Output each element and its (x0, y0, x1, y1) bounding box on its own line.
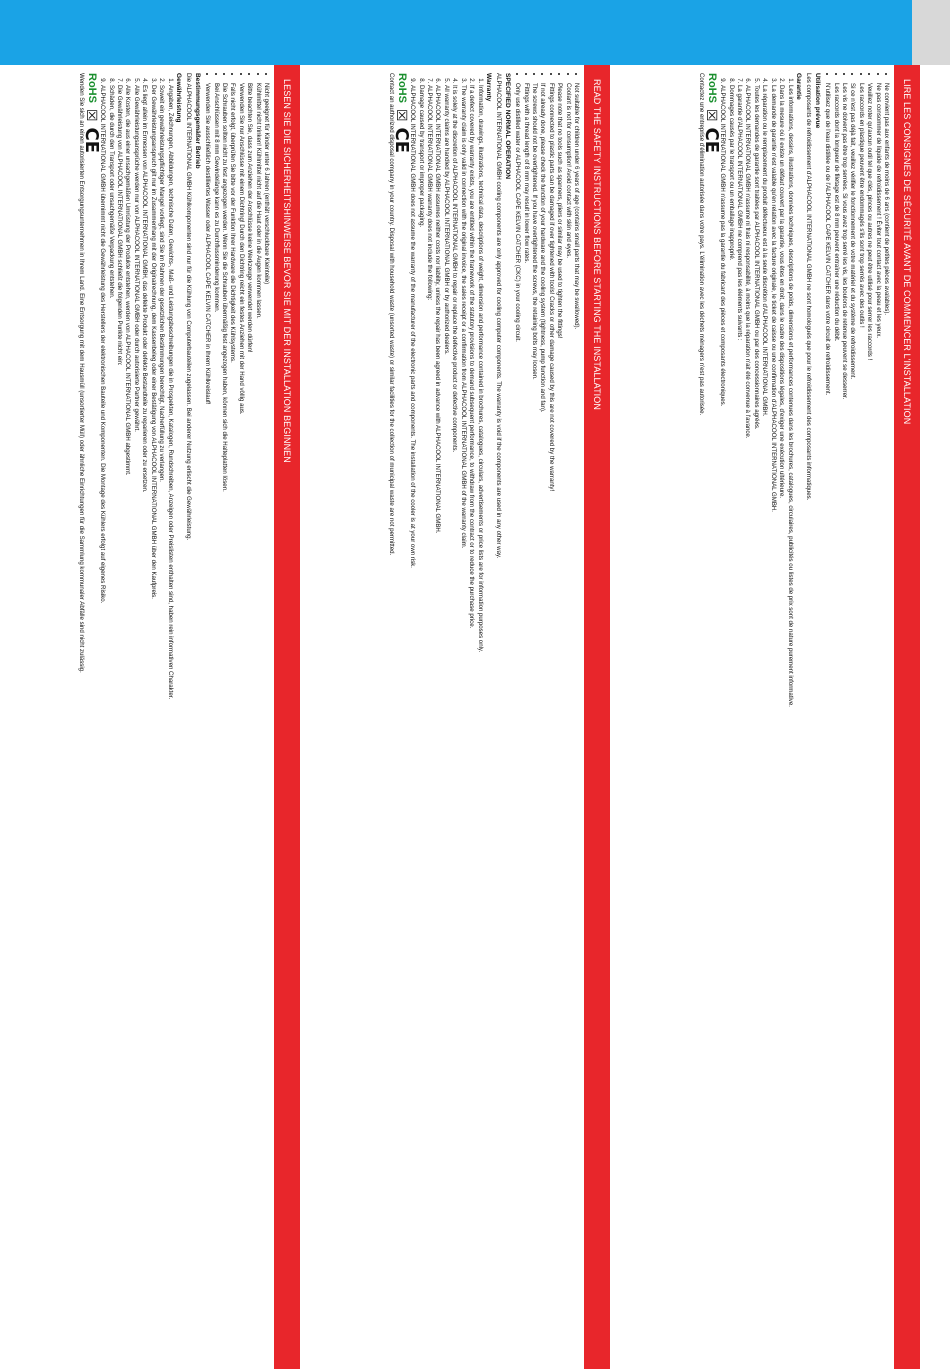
german-warranty-list (99, 73, 174, 1361)
list-item: • Kühlmittel nicht trinken! Kühlmittel nicht auf die Haut oder in die Augen kommen lassen. (254, 83, 261, 1361)
list-item: 6. ALPHACOOL INTERNATIONAL GMBH assumes neither costs nor liability, unless the repair has been agreed in advance with ALPHACOOL INTERNATIONAL GMBH. (434, 85, 441, 1361)
list-item: 6. ALPHACOOL INTERNATIONAL GMBH n'assume ni frais ni responsabilité, à moins que la réparation n'ait été convenue à l'avance. (744, 85, 751, 1361)
list-item: • Si ce n'est pas déjà fait, veuillez vérifier le fonctionnement de votre matériel et du système de refroidissement. (849, 83, 856, 1361)
french-warranty-title: Garantie (794, 73, 802, 100)
french-warranty-list (719, 73, 794, 1361)
english-use-text: ALPHACOOL INTERNATIONAL GMBH cooling components are only approved for cooling computer components. The warranty is void if the components are used in any other way. (495, 73, 503, 559)
list-item: • Veuillez noter qu'aucun outil tel que clés, pinces ou autres ne peut être utilisé pour serrer les raccords ! (866, 83, 873, 1361)
list-item: 9. ALPHACOOL INTERNATIONAL GMBH does not assume the warranty of the manufacturer of the electronic parts and components. The installation of the cooler is at your own risk. (409, 85, 416, 1361)
list-item: 8. Schäden, die durch den Transport oder unsachgemäße Verpackung entstehen. (107, 85, 114, 1361)
list-item: • Les raccords dont la longueur de filetage est de 8 mm peuvent entraîner une réduction du débit. (832, 83, 839, 1361)
crossed-bin-icon: ☒ (83, 108, 100, 122)
crossed-bin-icon: ☒ (393, 108, 410, 122)
column-german (0, 65, 300, 1369)
list-item: • Les raccords en plastique peuvent être endommagés s'ils sont trop serrés avec des outils ! (857, 83, 864, 1361)
french-use-title: Utilisation prévue (813, 73, 821, 129)
german-disposal-text: Wenden Sie sich an einen autorisierten Entsorgungsunternehmen in Ihrem Land. Eine Entsorgung mit dem Hausmüll (unsortierter Müll) oder ähnliche Einrichtungen für die Sammlung kommunaler Abfälle sind nicht zulässig. (78, 73, 86, 673)
list-item: 4. La réparation ou le remplacement du produit défectueux est à la seule discrétion d'ALPHACOOL INTERNATIONAL GMBH. (761, 85, 768, 1361)
corner-gray-strip (912, 0, 950, 65)
list-item: 2. If a defect covered by warranty exists, you are entitled within the framework of the statutory provisions to demand subsequent performance, to withdraw from the contract or to reduce the purchase price. (468, 85, 475, 1361)
column-english (310, 65, 610, 1369)
english-disposal-text: Contact an authorized disposal company in your country. Disposal with household waste (unsorted waste) or similar facilities for the collection of municipal waste are not permitted. (388, 73, 396, 556)
german-safety-list (204, 73, 270, 1361)
list-item: • Fittings with a thread length of 8 mm may result in lower flow rates. (522, 83, 529, 1361)
list-item: 4. Es liegt allein im Ermessen von ALPHACOOL INTERNATIONAL GMBH, das defekte Produkt oder defekte Bestandteile zu reparieren oder zu ersetzen. (141, 85, 148, 1361)
ce-mark: CE (80, 127, 102, 154)
crossed-bin-icon: ☒ (703, 108, 720, 122)
top-color-band (0, 0, 912, 65)
list-item: • Please note that no tools such as spanners, pliers or similar may be used to tighten the fittings! (556, 83, 563, 1361)
german-use-text: Die ALPHACOOL INTERNATIONAL GMBH Kühlkomponenten sind nur für die Kühlung von Computerbauteilen zugelassen. Bei anderer Nutzung erlischt die Gewährleistung. (185, 73, 193, 541)
list-item: 5. All warranty claims are handled by ALPHACOOL INTERNATIONAL GMBH or by authorized dealers. (443, 85, 450, 1361)
list-item: • Verwenden Sie nur Anschlüsse mit einem Dichtring! Durch den Dichtring reicht ein festes Anziehen mit der Hand völlig aus. (237, 83, 244, 1361)
ce-mark: CE (390, 127, 412, 154)
english-warranty-list (409, 73, 484, 1361)
list-item: • Falls nicht erfolgt, überprüfen Sie bitte vor der Funktion Ihrer Hardware die Dichtigkeit des Kühlsystems. (229, 83, 236, 1361)
list-item: 7. Die Gewährleistung von ALPHACOOL INTERNATIONAL GMBH schließt die folgenden Punkte nicht ein: (116, 85, 123, 1361)
german-safety-header: LESEN SIE DIE SICHERHEITSHINWEISE BEVOR SIE MIT DER INSTALLATION BEGINNEN (274, 65, 300, 1369)
list-item: 1. Information, drawings, illustrations, technical data, descriptions of weight, dimension and performance contained in brochures, catalogues, circulars, advertisements or price lists are for information purposes only. (476, 85, 483, 1361)
list-item: 7. ALPHACOOL INTERNATIONAL GMBH warranty does not include the following: (426, 85, 433, 1361)
ce-mark: CE (700, 127, 722, 154)
list-item: 8. Damage caused by transport or improper packaging. (417, 85, 424, 1361)
french-use-text: Les composants de refroidissement d'ALPHACOOL INTERNATIONAL GMBH ne sont homologués que pour le refroidissement des composants informatiques. (805, 73, 813, 501)
list-item: 5. Toutes les demandes de garantie sont traitées par ALPHACOOL INTERNATIONAL GMBH ou par des concessionnaires agréés. (753, 85, 760, 1361)
list-item: • Bei Anschlüssen mit 8 mm Gewindelänge kann es zu Durchflussminderung kommen. (212, 83, 219, 1361)
list-item: 3. La demande de garantie n'est valable qu'en relation avec la facture originale, le ticket de caisse ou une confirmation d'ALPHACOOL INTERNATIONAL GMBH. (769, 85, 776, 1361)
list-item: • Les vis ne doivent pas être trop serrées. Si vous avez trop serré les vis, les boulons de retenue peuvent se desserrer. (841, 83, 848, 1361)
german-warranty-title: Gewährleistung (174, 73, 182, 123)
french-safety-header: LIRE LES CONSIGNES DE SÉCURITÉ AVANT DE COMMENCER L'INSTALLATION (894, 65, 920, 1369)
list-item: 8. Dommages causés par le transport ou un emballage inapproprié. (727, 85, 734, 1361)
list-item: 2. Dans la mesure où il existe un défaut couvert par la garantie, vous êtes en droit, dans le cadre des dispositions légales, d'exiger une exécution ultérieure. (778, 85, 785, 1361)
rohs-logo: RoHS (85, 73, 98, 103)
list-item: • Ne convient pas aux enfants de moins de 6 ans (contient de petites pièces avalables). (883, 83, 890, 1361)
english-use-title: SPECIFIED NORMAL OPERATION (503, 73, 511, 179)
list-item: • Only use distilled water or ALPHACOOL CAPE KELVIN CATCHER (CKC) in your cooling circuit. (514, 83, 521, 1361)
list-item: 1. Les informations, dessins, illustrations, données techniques, descriptions de poids, dimensions et performances contenues dans les brochures, catalogues, circulaires, publicités ou listes de prix sont de nature purement informative. (786, 85, 793, 1361)
german-use-title: Bestimmungsgemäßer Betrieb (193, 73, 201, 169)
column-french (620, 65, 920, 1369)
english-safety-list (514, 73, 580, 1361)
french-disposal-text: Contactez une entreprise d'élimination autorisée dans votre pays. L'élimination avec les déchets ménagers n'est pas autorisée. (698, 73, 706, 416)
list-item: • Verwenden Sie ausschließlich destilliertes Wasser oder ALPHACOOL CAPE KELVIN CATCHER in Ihrem Kühlkreislauf! (204, 83, 211, 1361)
list-item: 7. La garantie d'ALPHACOOL INTERNATIONAL GMBH ne comprend pas les éléments suivants : (736, 85, 743, 1361)
list-item: 9. ALPHACOOL INTERNATIONAL GMBH übernimmt nicht die Gewährleistung des Herstellers der elektronischen Bauteile und Komponenten. Die Montage des Kühlers erfolgt auf eigenes Risiko. (99, 85, 106, 1361)
list-item: 3. The warranty claim is only valid in connection with the original invoice, the sales receipt or a confirmation from ALPHACOOL INTERNATIONAL GMBH of the warranty claim. (459, 85, 466, 1361)
list-item: • Ne pas consommer de liquide de refroidissement ! Éviter tout contact avec la peau et les yeux. (874, 83, 881, 1361)
list-item: • If not already done, please check the function of your hardware and the cooling system (tightness, pump function and fan). (539, 83, 546, 1361)
list-item: • Not suitable for children under 6 years of age (contains small parts that may be swallowed). (573, 83, 580, 1361)
list-item: • The screws should not be overtightened. If you have overtightened the screws, the retaining bolts may loosen. (531, 83, 538, 1361)
rohs-logo: RoHS (395, 73, 408, 103)
list-item: 6. Alle Kosten, die aus einer unsachgemäßen Umrüstung der Produkte entstehen, werden von ALPHACOOL INTERNATIONAL GMBH abgestimmt. (124, 85, 131, 1361)
list-item: 4. It is solely at the discretion of ALPHACOOL INTERNATIONAL GMBH to repair or replace the defective product or defective components. (451, 85, 458, 1361)
list-item: 3. Der Gewährleistungsanspruch gilt nur im Zusammenhang mit der Originalrechnung, dem Kassenbeleg oder einer Bestätigung von ALPHACOOL INTERNATIONAL GMBH über den Kaufpreis. (149, 85, 156, 1361)
list-item: 5. Alle Gewährleistungsansprüche werden nur von ALPHACOOL INTERNATIONAL GMBH oder durch autorisierte Partner gewährt. (133, 85, 140, 1361)
list-item: 1. Angaben, Zeichnungen, Abbildungen, technische Daten, Gewichts-, Maß- und Leistungsbeschreibungen die in Prospekten, Katalogen, Rundschreiben, Anzeigen oder Preislisten enthalten sind, haben rein informativen Charakter. (166, 85, 173, 1361)
list-item: • Die Schrauben sollten nicht zu fest angezogen werden. Wenn Sie die Schrauben übermäßig fest angezogen haben, können sich die Halteplatten lösen. (221, 83, 228, 1361)
english-warranty-title: Warranty (484, 73, 492, 102)
list-item: 9. ALPHACOOL INTERNATIONAL GMBH n'assume pas la garantie du fabricant des pièces et composants électroniques. (719, 85, 726, 1361)
list-item: • Nicht geeignet für Kinder unter 6 Jahren (enthält verschluckbare Kleinteile) (263, 83, 270, 1361)
list-item: • Bitte beachten Sie, dass zum Anziehen der Anschlüsse keine Werkzeuge verwendet werden dürfen! (246, 83, 253, 1361)
english-safety-header: READ THE SAFETY INSTRUCTIONS BEFORE STARTING THE INSTALLATION (584, 65, 610, 1369)
list-item: • N'utilisez que de l'eau distillée ou de l'ALPHACOOL CAPE KELVIN CATCHER dans votre circuit de refroidissement. (824, 83, 831, 1361)
rohs-logo: RoHS (705, 73, 718, 103)
list-item: • Coolant is not for consumption! Avoid contact with skin and eyes. (564, 83, 571, 1361)
list-item: 2. Soweit ein gewährleistungspflichtiger Mangel vorliegt, sind Sie im Rahmen der gesetzlichen Bestimmungen berechtigt, Nacherfüllung zu verlangen. (158, 85, 165, 1361)
french-safety-list (824, 73, 890, 1361)
list-item: • Fittings connected to plastic parts can be damaged if over tightened with tools! Cracks or other damage caused by this are not covered by the warranty! (547, 83, 554, 1361)
